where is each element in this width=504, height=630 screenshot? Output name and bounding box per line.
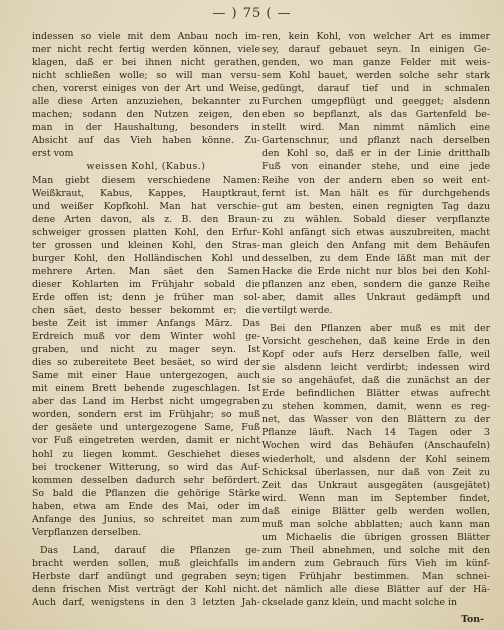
text-line: bracht werden sollen, muß gleichfalls im xyxy=(32,557,260,569)
text-line: Gartenschnur, und pflanzt nach derselben xyxy=(262,135,490,147)
text-line: Erde offen ist; denn je früher man sol- xyxy=(32,291,260,303)
text-line: sie alsdenn leicht verdirbt; indessen wird xyxy=(262,362,490,374)
text-line: Wochen wird das Behäufen (Anschaufeln) xyxy=(262,440,490,452)
text-line: Verpflanzen derselben. xyxy=(32,526,142,538)
text-line: Fuß von einander stehe, und eine jede xyxy=(262,161,490,173)
text-line: aber, damit alles Unkraut gedämpft und xyxy=(262,291,490,303)
text-line: worden, sondern erst im Frühjahr; so muß xyxy=(32,409,260,421)
text-line: zu stehen kommen, damit, wenn es reg- xyxy=(262,401,490,413)
text-line: indessen so viele mit dem Anbau noch im- xyxy=(32,31,260,42)
text-line: mit einem Brett behende zugeschlagen. Ist xyxy=(32,383,260,395)
text-line: Erde befindlichen Blätter etwas aufrecht xyxy=(262,388,490,400)
text-line: sem Kohl bauet, werden solche sehr stark xyxy=(262,70,490,82)
text-line: Vorsicht geschehen, daß keine Erde in den xyxy=(262,336,490,348)
text-line: gut am besten, einen regnigten Tag dazu xyxy=(262,200,490,212)
text-line: pflanzen anz eben, sondern die ganze Reihe xyxy=(262,278,490,290)
text-line: ter grossen und kleinen Kohl, den Stras- xyxy=(32,239,260,251)
text-line: und weißer Kopfkohl. Man hat verschie- xyxy=(32,200,260,212)
text-line: Hacke die Erde nicht nur blos bei den Kohl- xyxy=(262,265,490,277)
page-number: — ) 75 ( — xyxy=(212,6,292,21)
text-line: dies so zubereitete Beet besäet, so wird der xyxy=(32,357,260,369)
text-line: dieser Kohlarten im Frühjahr sobald die xyxy=(32,278,260,290)
text-line: desselben, zu dem Ende läßt man mit der xyxy=(262,252,490,264)
text-line: nicht schließen wolle; so will man versu- xyxy=(32,70,260,82)
right-column xyxy=(262,30,490,609)
text-line: sey, darauf gebauet seyn. In einigen Ge- xyxy=(262,44,490,56)
text-line: Schicksal überlassen, nur daß von Zeit zu xyxy=(262,466,490,478)
catchword: Ton- xyxy=(461,614,484,625)
text-line: hohl zu liegen kommt. Geschiehet dieses xyxy=(32,448,260,460)
text-line: wiederholt, und alsdenn der Kohl seinem xyxy=(262,453,490,465)
text-line: Das Land, darauf die Pflanzen ge- xyxy=(40,544,260,556)
text-line: alle diese Arten anzuziehen, bekannter zu xyxy=(32,96,260,108)
text-line: beste Zeit ist immer Anfangs März. Das xyxy=(32,318,260,330)
text-line: Zeit das Unkraut ausgegäten (ausgejätet) xyxy=(262,479,490,491)
text-line: daß einige Blätter gelb werden wollen, xyxy=(262,505,490,517)
section-heading: weissen Kohl, (Kabus.) xyxy=(86,161,206,173)
text-line: fernt ist. Man hält es für durchgehends xyxy=(262,187,490,199)
text-line: stellt wird. Man nimmt nämlich eine xyxy=(262,122,490,134)
text-line: zum Theil abnehmen, und solche mit den xyxy=(262,544,490,556)
text-line: Herbste darf andüngt und gegraben seyn; xyxy=(32,570,260,582)
text-line: genden, wo man ganze Felder mit weis- xyxy=(262,57,490,69)
text-line: man in der Haushaltung, besonders in xyxy=(32,122,260,134)
text-line: Anfange des Junius, so schreitet man zum xyxy=(32,513,260,525)
text-line: den Kohl so, daß er in der Linie dritthalb xyxy=(262,148,490,160)
text-line: man gleich den Anfang mit dem Behäufen xyxy=(262,239,490,251)
text-line: ren, kein Kohl, von welcher Art es immer xyxy=(262,31,490,42)
text-line: Absicht auf das Vieh haben könne. Zu- xyxy=(32,135,260,147)
text-line: Furchen umgepflügt und geegget; alsdenn xyxy=(262,96,490,108)
text-line: erst vom xyxy=(32,148,74,160)
text-line: bei trockener Witterung, so wird das Auf- xyxy=(32,461,260,473)
text-line: der gesäete und untergezogene Same, Fuß xyxy=(32,422,260,434)
text-line: Auch darf, wenigstens in den 3 letzten Jah- xyxy=(32,597,260,609)
text-line: Kopf oder aufs Herz derselben falle, weil xyxy=(262,349,490,361)
text-line: Man giebt diesem verschiedene Namen: xyxy=(32,174,260,186)
text-line: Pflanze läuft. Nach 14 Tagen oder 3 xyxy=(262,427,490,439)
text-line: mer nicht recht fertig werden können, viele xyxy=(32,44,260,56)
text-line: ckselade ganz klein, und macht solche in xyxy=(262,597,458,609)
text-line: mehrere Arten. Man säet den Samen xyxy=(32,265,260,277)
text-line: vertilgt werde. xyxy=(262,304,333,316)
text-line: muß man solche abblatten; auch kann man xyxy=(262,518,490,530)
text-line: haben, etwa am Ende des Mai, oder im xyxy=(32,500,260,512)
text-line: Erdreich muß vor dem Winter wohl ge- xyxy=(32,331,260,343)
text-line: zu zu wählen. Sobald dieser verpflanzte xyxy=(262,213,490,225)
text-line: chen, vorerst einiges von der Art und Weise, xyxy=(32,83,260,95)
text-line: sie so angehäufet, daß die zunächst an der xyxy=(262,375,490,387)
text-line: Bei den Pflanzen aber muß es mit der xyxy=(270,323,490,335)
text-line: Kohl anfängt sich etwas auszubreiten, macht xyxy=(262,226,490,238)
text-line: det nämlich alle diese Blätter auf der Hä- xyxy=(262,583,490,595)
text-line: graben, und nicht zu mager seyn. Ist xyxy=(32,344,260,356)
text-line: kommen desselben dadurch sehr befördert. xyxy=(32,474,260,486)
text-line: tigen Frühjahr bestimmen. Man schnei- xyxy=(262,570,490,582)
text-line: dene Arten davon, als z. B. den Braun- xyxy=(32,213,260,225)
text-line: eben so bepflanzt, als das Gartenfeld be- xyxy=(262,109,490,121)
text-line: um Michaelis die übrigen grossen Blätter xyxy=(262,531,490,543)
text-line: machen; sodann den Nutzen zeigen, den xyxy=(32,109,260,121)
text-line: Weißkraut, Kabus, Kappes, Hauptkraut, xyxy=(32,187,260,199)
text-line: denn frischen Mist verträgt der Kohl nicht. xyxy=(32,583,260,595)
text-line: gedüngt, darauf tief und in schmalen xyxy=(262,83,490,95)
text-line: So bald die Pflanzen die gehörige Stärke xyxy=(32,487,260,499)
text-line: klagen, daß er bei ihnen nicht gerathen, xyxy=(32,57,260,69)
text-line: schweiger grossen platten Kohl, den Erfur- xyxy=(32,226,260,238)
text-line: Same mit einer Haue untergezogen, auch xyxy=(32,370,260,382)
left-column xyxy=(32,30,260,609)
text-line: andern zum Gebrauch fürs Vieh im künf- xyxy=(262,557,490,569)
text-line: chen säet, desto besser bekommt er; die xyxy=(32,304,260,316)
text-line: burger Kohl, den Holländischen Kohl und xyxy=(32,252,260,264)
text-line: vor Fuß eingetreten werden, damit er nicht xyxy=(32,435,260,447)
text-line: Reihe von der andern eben so weit ent- xyxy=(262,174,490,186)
text-line: wird. Wenn man im September findet, xyxy=(262,492,490,504)
text-line: aber das Land im Herbst nicht umgegraben xyxy=(32,396,260,408)
text-line: net, das Wasser von den Blättern zu der xyxy=(262,414,490,426)
